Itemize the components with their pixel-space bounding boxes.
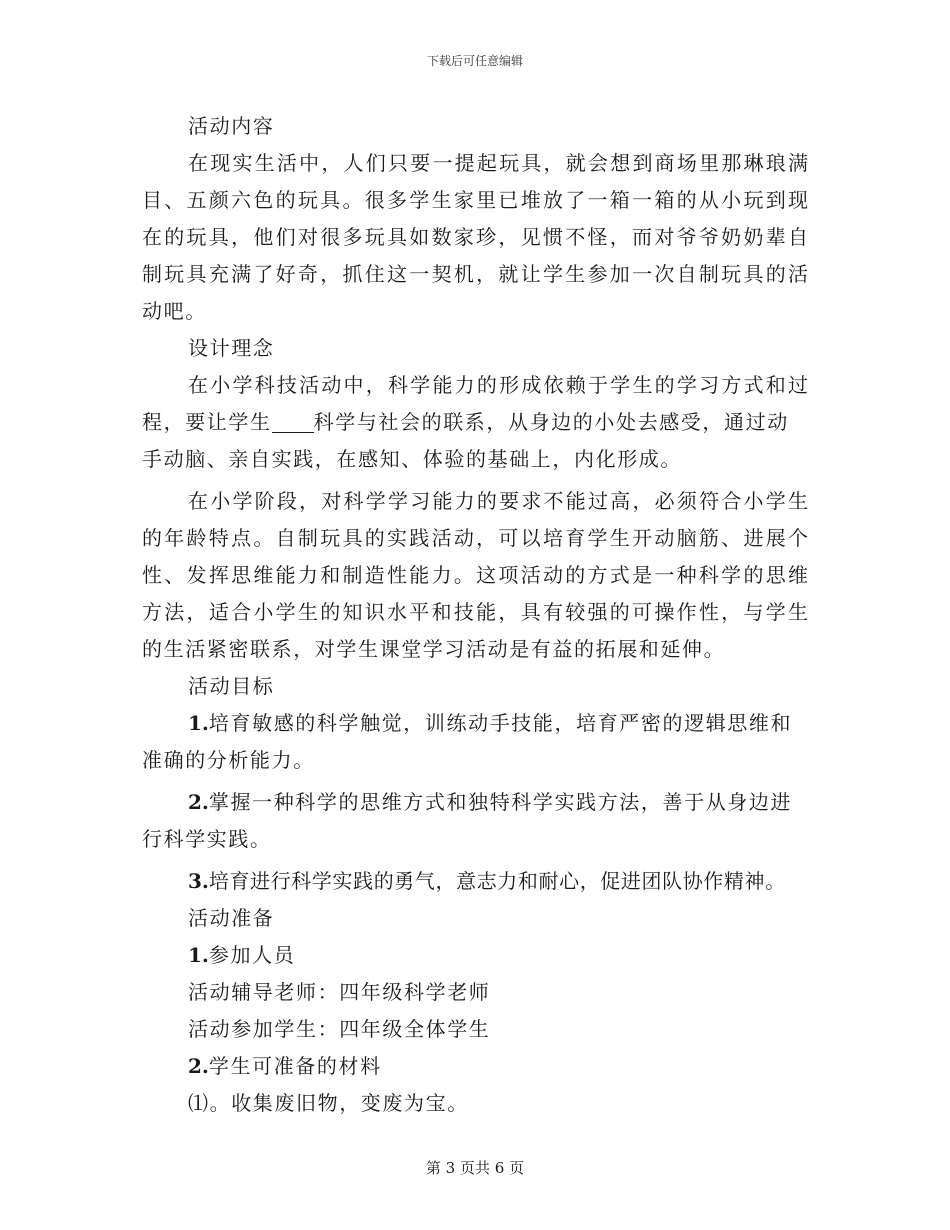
list-item-text: 培育敏感的科学触觉，训练动手技能，培育严密的逻辑思维和 — [208, 711, 793, 735]
paragraph-activity-content — [142, 145, 808, 330]
goal-item-1 — [142, 705, 808, 779]
paragraph-line: 在小学科技活动中，科学能力的形成依赖于学生的学习方式和过 — [188, 373, 808, 397]
document-body — [142, 108, 808, 1122]
goal-item-3 — [142, 863, 808, 900]
goal-item-2 — [142, 784, 808, 858]
student-line: 活动参加学生：四年级全体学生 — [188, 1017, 491, 1041]
list-item-line — [142, 863, 808, 900]
list-item-line: 行科学实践。 — [142, 827, 272, 851]
fill-in-blank — [272, 412, 314, 433]
heading-design-concept: 设计理念 — [188, 336, 275, 360]
line-text-after-blank: 科学与社会的联系，从身边的小处去感受，通过动 — [313, 410, 789, 434]
list-item-text: 掌握一种科学的思维方式和独特科学实践方法，善于从身边进 — [208, 790, 793, 814]
list-number: 3. — [188, 869, 209, 893]
list-number: 2. — [188, 790, 209, 814]
paragraph-line: 在的玩具，他们对很多玩具如数家珍，见惯不怪，而对爷爷奶奶辈自 — [142, 225, 808, 249]
heading-activity-goals: 活动目标 — [188, 674, 275, 698]
paragraph-line: 的生活紧密联系，对学生课堂学习活动是有益的拓展和延伸。 — [142, 637, 726, 661]
prep-item-2 — [142, 1048, 808, 1085]
paragraph-line: 性、发挥思维能力和制造性能力。这项活动的方式是一种科学的思维 — [142, 563, 808, 587]
heading-activity-content: 活动内容 — [188, 114, 275, 138]
paragraph-line: 手动脑、亲自实践，在感知、体验的基础上，内化形成。 — [142, 447, 682, 471]
list-number: 2. — [188, 1054, 209, 1078]
list-item-line — [142, 705, 808, 742]
line-text-before-blank: 程，要让学生 — [142, 410, 272, 434]
list-item-text: 学生可准备的材料 — [208, 1054, 382, 1078]
paragraph-line: 在现实生活中，人们只要一提起玩具，就会想到商场里那琳琅满 — [188, 151, 808, 175]
paragraph-primary-stage — [142, 483, 808, 668]
teacher-line: 活动辅导老师：四年级科学老师 — [188, 980, 491, 1004]
paragraph-line: 的年龄特点。自制玩具的实践活动，可以培育学生开动脑筋、进展个 — [142, 526, 808, 550]
list-number: 1. — [188, 711, 209, 735]
paragraph-line: 目、五颜六色的玩具。很多学生家里已堆放了一箱一箱的从小玩到现 — [142, 188, 808, 212]
paragraph-line: 在小学阶段，对科学学习能力的要求不能过高，必须符合小学生 — [188, 489, 808, 513]
list-item-text: 培育进行科学实践的勇气，意志力和耐心，促进团队协作精神。 — [208, 869, 786, 893]
page-header-note: 下载后可任意编辑 — [426, 54, 523, 68]
prep-item-1 — [142, 937, 808, 974]
material-item-1: ⑴。收集废旧物，变废为宝。 — [188, 1091, 469, 1115]
list-number: 1. — [188, 943, 209, 967]
paragraph-line: 制玩具充满了好奇，抓住这一契机，就让学生参加一次自制玩具的活 — [142, 262, 808, 286]
paragraph-design-concept — [142, 367, 808, 478]
heading-activity-preparation: 活动准备 — [188, 906, 275, 930]
paragraph-line: 方法，适合小学生的知识水平和技能，具有较强的可操作性，与学生 — [142, 600, 808, 624]
paragraph-line — [142, 404, 808, 441]
paragraph-line: 动吧。 — [142, 299, 207, 323]
list-item-text: 参加人员 — [208, 943, 296, 967]
list-item-line — [142, 784, 808, 821]
page-footer-number: 第 3 页共 6 页 — [425, 1159, 525, 1177]
list-item-line: 准确的分析能力。 — [142, 748, 315, 772]
